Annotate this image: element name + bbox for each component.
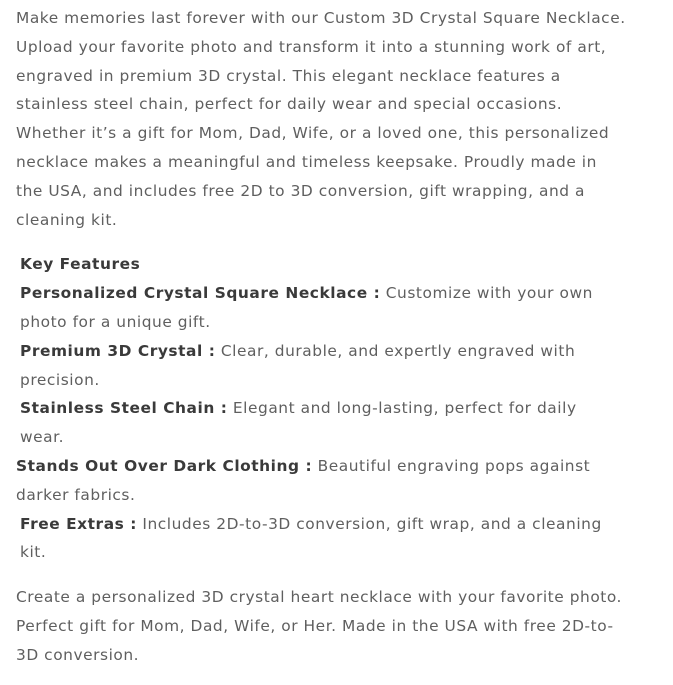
feature-item [16,337,626,395]
feature-text: Beautiful engraving pops against darker fabrics. [16,456,591,504]
feature-text: Includes 2D-to-3D conversion, gift wrap, and a cleaning kit. [20,514,602,562]
feature-item [16,510,626,568]
feature-text: Clear, durable, and expertly engraved with precision. [20,341,576,389]
feature-text: Elegant and long-lasting, perfect for daily wear. [20,399,577,447]
feature-label: Free Extras : [20,514,137,533]
feature-item [16,279,626,337]
feature-item [16,452,626,510]
key-features-heading: Key Features [20,255,141,274]
product-description [16,4,626,670]
key-features-section [16,250,626,567]
closing-paragraph: Create a personalized 3D crystal heart necklace with your favorite photo. Perfect gift for Mom, Dad, Wife, or Her. Made in the USA with free 2D-to-3D conversion. [16,588,623,664]
feature-label: Premium 3D Crystal : [20,341,216,360]
feature-label: Stainless Steel Chain : [20,399,228,418]
intro-paragraph: Make memories last forever with our Custom 3D Crystal Square Necklace. Upload your favorite photo and transform it into a stunning work of art, engraved in premium 3D crystal. This elegant necklace features a stainless steel chain, perfect for daily wear and special occasions. Whether it’s a gift for Mom, Dad, Wife, or a loved one, this personalized necklace makes a meaningful and timeless keepsake. Proudly made in the USA, and includes free 2D to 3D conversion, gift wrapping, and a cleaning kit. [16,9,626,229]
feature-label: Stands Out Over Dark Clothing : [16,456,313,475]
feature-item [16,394,626,452]
feature-label: Personalized Crystal Square Necklace : [20,284,381,303]
feature-text: Customize with your own photo for a unique gift. [20,284,593,331]
